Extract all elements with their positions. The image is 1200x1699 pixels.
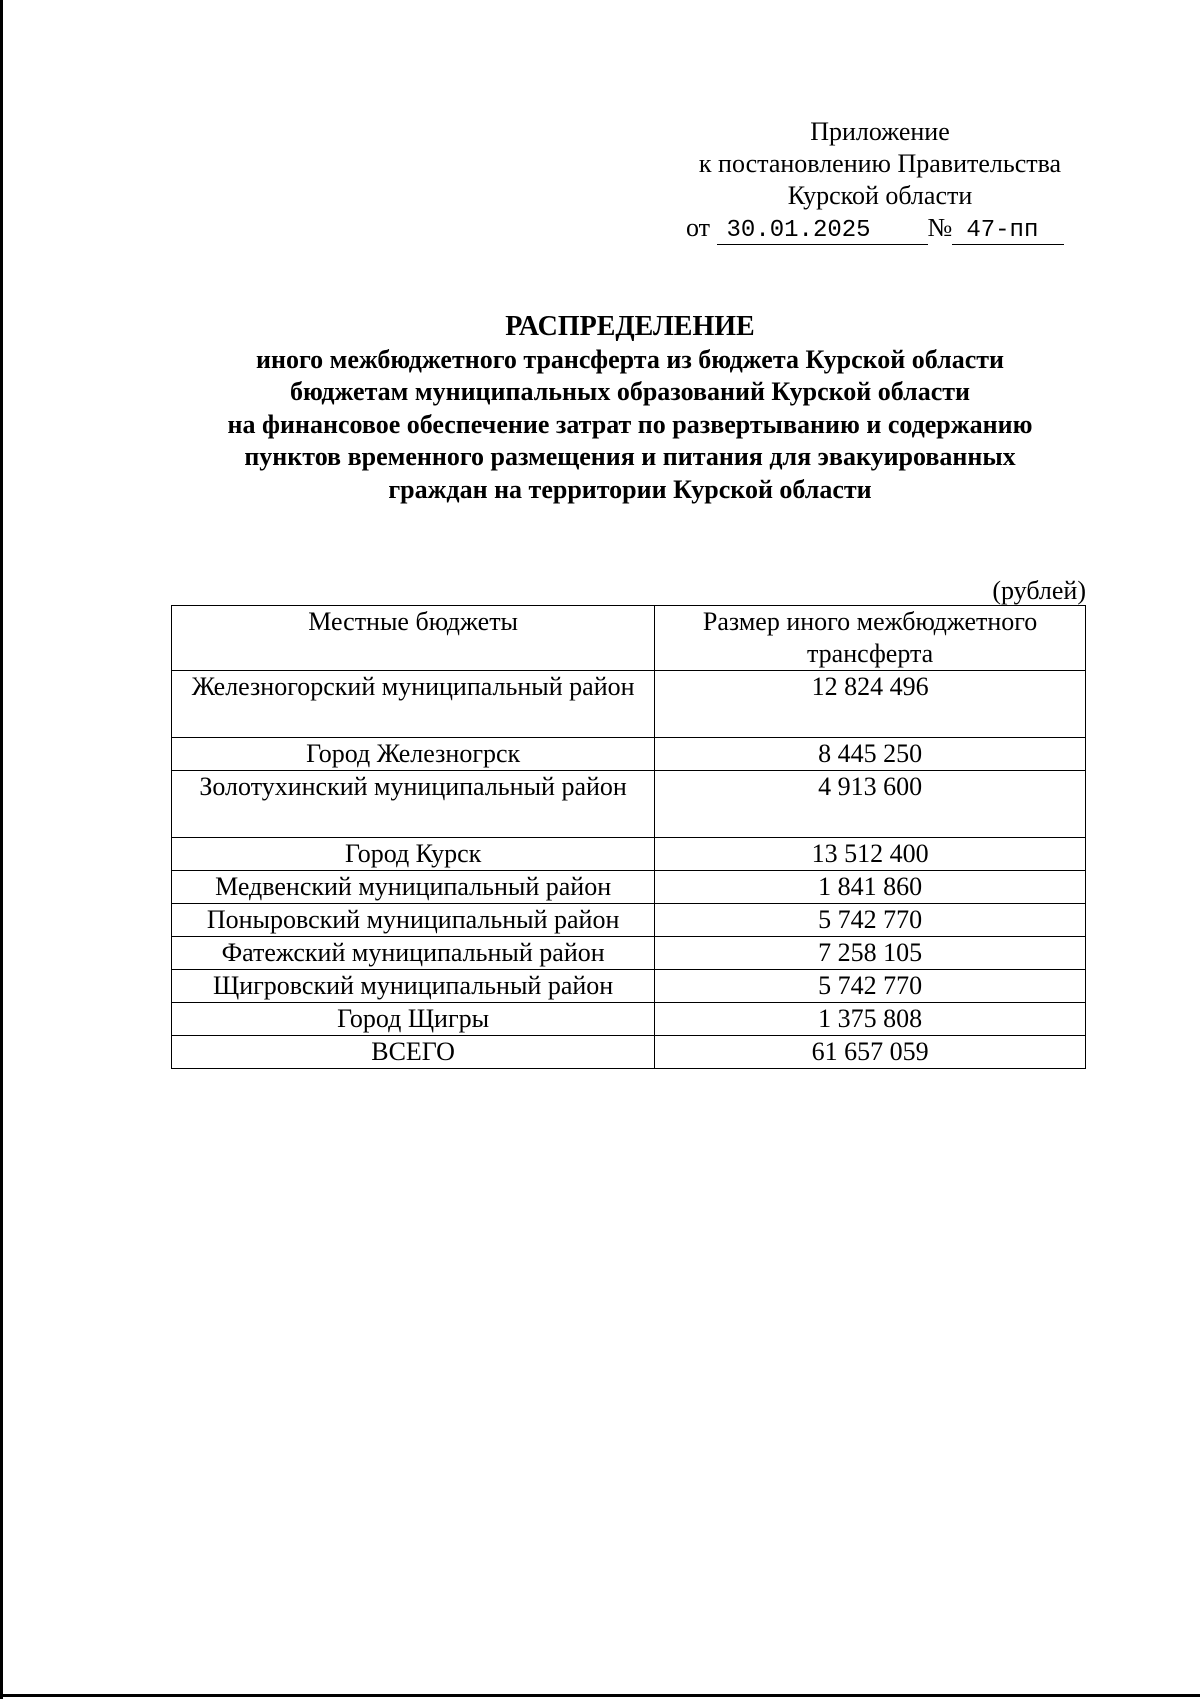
heading-line-5: граждан на территории Курской области bbox=[388, 474, 872, 504]
scan-bottom-edge bbox=[0, 1694, 1200, 1697]
row-name: Медвенский муниципальный район bbox=[172, 871, 655, 904]
annex-line-2: к постановлению Правительства bbox=[698, 149, 1062, 178]
row-name: Щигровский муниципальный район bbox=[172, 970, 655, 1003]
annex-from-label: от bbox=[686, 213, 711, 242]
row-name: Поныровский муниципальный район bbox=[172, 904, 655, 937]
heading-line-2: бюджетам муниципальных образований Курской области bbox=[290, 377, 970, 406]
annex-title: Приложение bbox=[810, 117, 950, 146]
row-value: 4 913 600 bbox=[655, 771, 1086, 838]
table-row bbox=[172, 1003, 1086, 1036]
row-value: 1 841 860 bbox=[655, 871, 1086, 904]
table-row bbox=[172, 838, 1086, 871]
row-name: Золотухинский муниципальный район bbox=[172, 771, 655, 838]
heading-line-4: пунктов временного размещения и питания для эвакуированных bbox=[244, 442, 1016, 471]
document-heading bbox=[150, 311, 1110, 506]
annex-date-row bbox=[665, 212, 1095, 245]
row-value: 8 445 250 bbox=[655, 738, 1086, 771]
header-local-budgets: Местные бюджеты bbox=[172, 606, 655, 671]
header-transfer-amount: Размер иного межбюджетного трансферта bbox=[655, 606, 1086, 671]
distribution-table bbox=[171, 605, 1086, 1069]
row-value: 5 742 770 bbox=[655, 970, 1086, 1003]
total-label: ВСЕГО bbox=[172, 1036, 655, 1069]
row-name: Железногорский муниципальный район bbox=[172, 671, 655, 738]
annex-date: 30.01.2025 bbox=[717, 218, 928, 245]
table-total-row bbox=[172, 1036, 1086, 1069]
annex-line-3: Курской области bbox=[787, 181, 973, 210]
annex-block bbox=[665, 116, 1095, 245]
scan-left-edge bbox=[0, 0, 3, 1699]
row-value: 7 258 105 bbox=[655, 937, 1086, 970]
table-header-row bbox=[172, 606, 1086, 671]
table-row bbox=[172, 937, 1086, 970]
unit-label: (рублей) bbox=[992, 576, 1086, 605]
table-row bbox=[172, 738, 1086, 771]
heading-line-1: иного межбюджетного трансферта из бюджета Курской области bbox=[256, 344, 1004, 374]
annex-number: 47-пп bbox=[952, 218, 1064, 245]
row-value: 5 742 770 bbox=[655, 904, 1086, 937]
table-row bbox=[172, 671, 1086, 738]
row-name: Город Железногрск bbox=[172, 738, 655, 771]
table-row bbox=[172, 871, 1086, 904]
row-value: 1 375 808 bbox=[655, 1003, 1086, 1036]
heading-title: РАСПРЕДЕЛЕНИЕ bbox=[505, 311, 755, 342]
row-name: Город Курск bbox=[172, 838, 655, 871]
annex-number-label: № bbox=[927, 213, 953, 242]
table-row bbox=[172, 904, 1086, 937]
table-row bbox=[172, 970, 1086, 1003]
heading-line-3: на финансовое обеспечение затрат по развертыванию и содержанию bbox=[227, 409, 1033, 439]
row-name: Город Щигры bbox=[172, 1003, 655, 1036]
table-row bbox=[172, 771, 1086, 838]
total-value: 61 657 059 bbox=[655, 1036, 1086, 1069]
row-name: Фатежский муниципальный район bbox=[172, 937, 655, 970]
row-value: 13 512 400 bbox=[655, 838, 1086, 871]
row-value: 12 824 496 bbox=[655, 671, 1086, 738]
